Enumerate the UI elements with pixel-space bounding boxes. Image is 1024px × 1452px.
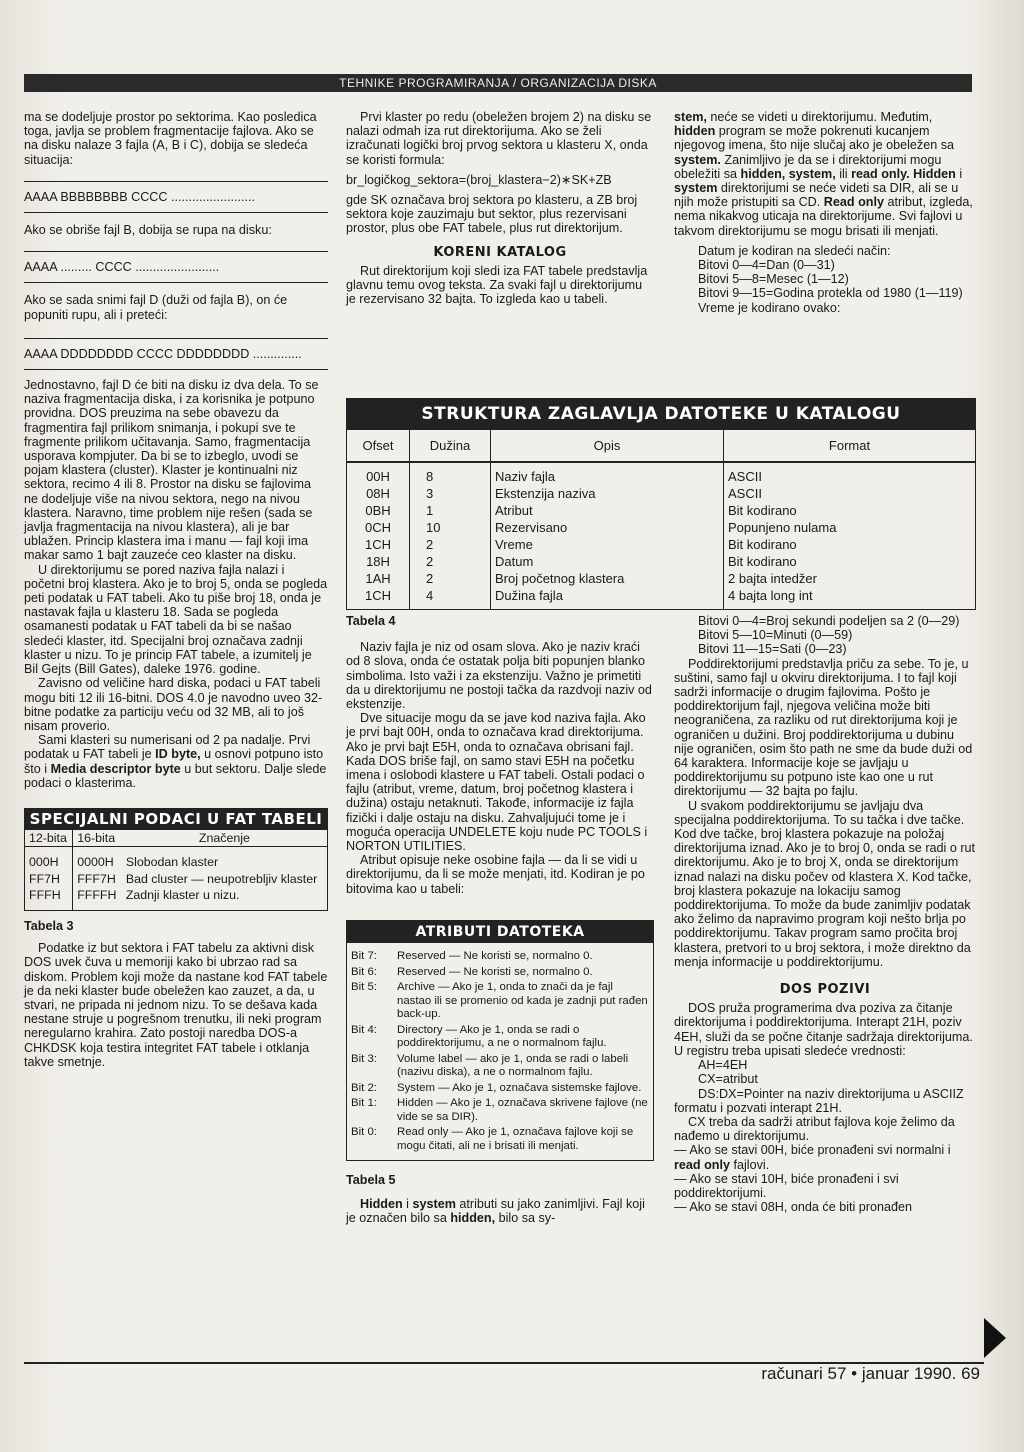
paragraph: Dve situacije mogu da se jave kod naziva fajla. Ako je prvi bajt 00H, onda to označava krad direktorijuma. Ako je prvi bajt E5H, onda to označava obrisani fajl. Kada DOS briše fajl, on samo stavi E5H na početku imena i oslobodi klastere u FAT tabeli. Ostali podaci o fajlu (atribut, vreme, datum, broj početnog klastera i dužina) ostaju netaknuti. Takođe, informacije iz fajla fizički i dalje ostaju na disku. Zahvaljujući tome je i moguća operacija UNDELETE koju nude PC TOOLS i NORTON UTILITIES. (346, 711, 648, 854)
table-header: 16-bita (77, 831, 116, 846)
fat-special-table (24, 808, 328, 911)
table-row: 1CH 4 Dužina fajla 4 bajta long int (347, 587, 976, 610)
table-row: FF7H FFF7H Bad cluster — neupotrebljiv klaster (25, 871, 328, 887)
date-line: Bitovi 0—4=Dan (0—31) (698, 258, 835, 273)
formula: br_logičkog_sektora=(broj_klastera−2)∗SK+ZB (346, 172, 612, 187)
table-row: Bit 4: Directory — Ako je 1, onda se radi o poddirektorijumu, a ne o normalnom fajlu. (351, 1023, 607, 1050)
paragraph: ma se dodeljuje prostor po sektorima. Kao posledica toga, javlja se problem fragmentacije fajlova. Ako se na disku nalaze 3 fajla (A, B i C), dobija se sledeća situacija: (24, 110, 317, 167)
paragraph: stem, neće se videti u direktorijumu. Međutim, hidden program se može pokrenuti kucanjem njegovog imena, što nije slučaj ako je obeležen sa system. Zanimljivo je da se i direktorijumi mogu obeležiti sa hidden, system, ili read only. Hidden i system direktorijumi se neće videti sa DIR, ali se u njih može pristupiti sa CD. Read only atribut, izgleda, nema nikakvog uticaja na direktorijume. Svi fajlovi u takvom direktorijumu se mogu brisati ili menjati. (674, 110, 973, 238)
table-row: 0BH 1 Atribut Bit kodirano (347, 502, 976, 519)
column-3 (674, 110, 976, 315)
column-2 (346, 110, 654, 306)
attributes-table (346, 920, 654, 1161)
table-header: 12-bita (25, 830, 73, 847)
table-row: 08H 3 Ekstenzija naziva ASCII (347, 485, 976, 502)
table-row: 000H 0000H Slobodan klaster (25, 847, 328, 871)
continue-arrow-icon (984, 1318, 1006, 1358)
table-row: Bit 3: Volume label — ako je 1, onda se radi o labeli (nazivu diska), a ne o normalnom fajlu. (351, 1052, 629, 1079)
paragraph: U svakom poddirektorijumu se javljaju dva specijalna poddirektorijuma. To su tačka i dve tačke. Kod dve tačke, broj klastera pokazuje na položaj direktorijuma iznad. Ako je to broj 0, onda se radi o rut direktorijumu. Ako je to broj X, onda se direktorijum iznad nalazi na disku počev od klastera X. Kod tačke, broj klastera pokazuje na lokaciju samog poddirektorijuma. To može da bude zanimljiv podatak ako želimo da napravimo program koji nešto brlja po poddirektorijumu. Takav program samo pročita broj klastera, pretvori to u broj sektora, i može direktno da menja informacije u poddirektorijumu. (674, 798, 976, 969)
column-1 (24, 110, 328, 1069)
paragraph: Jednostavno, fajl D će biti na disku iz dva dela. To se naziva fragmentacija diska, i za korisnika je potpuno providna. DOS preuzima na sebe obavezu da fragmentira fajl prilikom snimanja, i pokupi sve te fragmente prilikom učitavanja. Samo, fragmentacija usporava kompjuter. Da bi se to izbeglo, uvodi se pojam klastera (cluster). Klaster je kontinualni niz sektora, recimo 4 ili 8. Prostor na disku se fajlovima ne dodeljuje više na nivou sektora, nego na nivou klastera. Naravno, time problem nije rešen (sada se javlja fragmentacija na nivou klastera), ali je bar ublažen. Princip klastera ima i manu — fajl koji ima makar samo 1 bajt zauzeće ceo klaster na disku. (24, 378, 319, 563)
table-title: ATRIBUTI DATOTEKA (347, 921, 653, 943)
example-line: AAAA DDDDDDDD CCCC DDDDDDDD .............. (24, 346, 302, 361)
example-line: AAAA ......... CCCC ........................ (24, 260, 220, 275)
register-line: AH=4EH (698, 1058, 748, 1073)
table-row: 1CH 2 Vreme Bit kodirano (347, 536, 976, 553)
time-line: Bitovi 5—10=Minuti (0—59) (698, 628, 853, 643)
paragraph: Podatke iz but sektora i FAT tabelu za aktivni disk DOS uvek čuva u memoriji kako bi ubrzao rad sa diskom. Problem koji može da nastane kod FAT tabele je da neki klaster bude obeležen kao zauzet, a da, u stvari, ne pripada ni jednom nizu. To se dešava kada nestane struje u pogrešnom trenutku, ili neki program neregularno krahira. Zato postoji naredba DOS-a CHKDSK koja testira integritet FAT tabele i otklanja takve smetnje. (24, 941, 328, 1069)
table-row: Bit 2: System — Ako je 1, označava sistemske fajlove. (351, 1081, 642, 1094)
section-header: TEHNIKE PROGRAMIRANJA / ORGANIZACIJA DISKA (24, 74, 972, 92)
time-line: Bitovi 11—15=Sati (0—23) (698, 642, 847, 657)
paragraph: DOS pruža programerima dva poziva za čitanje direktorijuma i poddirektorijuma. Interapt 21H, poziv 4EH, služi da se počne čitanje sadržaja direktorijuma. U registru treba upisati sledeće vrednosti: (674, 1001, 973, 1058)
paragraph: — Ako se stavi 10H, biće pronađeni i svi poddirektorijumi. (674, 1171, 899, 1200)
table-header: Opis (491, 430, 724, 462)
table-row: Bit 5: Archive — Ako je 1, onda to znači da je fajl nastao ili se promenio od kada je zadnji put rađen back-up. (351, 981, 648, 1021)
paragraph: gde SK označava broj sektora po klasteru, a ZB broj sektora koje zauzimaju but sektor, plus rezervisani prostor, plus obe FAT tabele, plus rut direktorijum. (346, 193, 638, 236)
paragraph: Prvi klaster po redu (obeležen brojem 2) na disku se nalazi odmah iza rut direktorijuma. Ako se želi izračunati logički broj prvog sektora u klasteru X, onda se koristi formula: (346, 110, 652, 167)
directory-header-table (346, 398, 976, 610)
section-heading: DOS POZIVI (779, 982, 871, 998)
paragraph: Ako se obriše fajl B, dobija se rupa na disku: (24, 223, 272, 238)
table-header: Ofset (347, 430, 410, 462)
table-caption: Tabela 5 (346, 1173, 396, 1188)
column-2-lower (346, 614, 654, 1226)
paragraph: Zavisno od veličine hard diska, podaci u FAT tabeli mogu biti 12 ili 16-bitni. DOS 4.0 je navodno uveo 32-bitne podatke za particiju veću od 32 MB, ali to još nisam proverio. (24, 676, 323, 733)
table-caption: Tabela 4 (346, 614, 396, 628)
table-row: Bit 7: Reserved — Ne koristi se, normalno 0. (351, 950, 593, 963)
table-header: Format (828, 438, 871, 453)
paragraph: CX treba da sadrži atribut fajlova koje želimo da nađemo u direktorijumu. (674, 1114, 955, 1144)
paragraph: Datum je kodiran na sledeći način: (698, 243, 891, 258)
paragraph: Ako se sada snimi fajl D (duži od fajla B), on će popuniti rupu, ali i preteći: (24, 293, 288, 322)
paragraph: — Ako se stavi 00H, biće pronađeni svi normalni i read only fajlovi. (674, 1143, 951, 1172)
table-caption: Tabela 3 (24, 918, 74, 933)
date-line: Bitovi 5—8=Mesec (1—12) (698, 272, 849, 287)
time-line: Bitovi 0—4=Broj sekundi podeljen sa 2 (0—29) (698, 614, 960, 628)
table-row: Bit 1: Hidden — Ako je 1, označava skrivene fajlove (ne vide se sa DIR). (351, 1097, 648, 1123)
example-line: AAAA BBBBBBBB CCCC ........................ (24, 189, 255, 204)
table-row: Bit 0: Read only — Ako je 1, označava fajlove koji se mogu čitati, ali ne i brisati ili menjati. (351, 1126, 634, 1152)
paragraph: — Ako se stavi 08H, onda će biti pronađen (674, 1200, 913, 1215)
table-row: FFFH FFFFH Zadnji klaster u nizu. (25, 887, 328, 911)
register-line: CX=atribut (698, 1072, 758, 1087)
table-title: SPECIJALNI PODACI U FAT TABELI (24, 808, 328, 830)
table-row: 00H 8 Naziv fajla ASCII (347, 462, 976, 485)
date-line: Bitovi 9—15=Godina protekla od 1980 (1—119) (698, 286, 963, 301)
table-header: Dužina (410, 430, 491, 462)
table-row: 0CH 10 Rezervisano Popunjeno nulama (347, 519, 976, 536)
page-footer: računari 57 • januar 1990. 69 (761, 1364, 980, 1383)
column-3-lower (674, 614, 976, 1214)
table-row: 1AH 2 Broj početnog klastera 2 bajta intedžer (347, 570, 976, 587)
paragraph: Naziv fajla je niz od osam slova. Ako je naziv kraći od 8 slova, onda će ostatak polja biti popunjen blanko simbolima. Isto važi i za ekstenziju. Važno je primetiti da u direktorijumu ne postoji tačka da razdvoji naziv od ekstenzije. (346, 640, 652, 712)
table-row: Bit 6: Reserved — Ne koristi se, normalno 0. (351, 965, 593, 978)
register-line: DS:DX=Pointer na naziv direktorijuma u ASCIIZ formatu i pozvati interapt 21H. (674, 1086, 964, 1115)
paragraph: Sami klasteri su numerisani od 2 pa nadalje. Prvi podatak u FAT tabeli je ID byte, u osnovi potpuno isto što i Media descriptor byte u but sektoru. Dalje slede podaci o klasterima. (24, 733, 327, 790)
section-heading: KORENI KATALOG (433, 244, 567, 260)
paragraph: Atribut opisuje neke osobine fajla — da li se vidi u direktorijumu, da li se može menjati, itd. Kodiran je po bitovima kao u tabeli: (346, 853, 645, 896)
paragraph: Hidden i system atributi su jako zanimljivi. Fajl koji je označen bilo sa hidden, bilo sa sy- (346, 1197, 645, 1226)
table-title: STRUKTURA ZAGLAVLJA DATOTEKE U KATALOGU (346, 398, 976, 430)
paragraph: U direktorijumu se pored naziva fajla nalazi i početni broj klastera. Ako je to broj 5, onda se pogleda peti podatak u FAT tabeli. Ako tu piše broj 18, onda je nastavak fajla u klasteru 18. Sada se pogleda osamanesti podatak u FAT tabeli da bi se našao sledeći klaster, itd. Specijalni broj označava zadnji klaster u nizu. To je princip FAT tabele, a izumitelj je Bil Gejts (Bill Gates), daleke 1976. godine. (24, 562, 328, 677)
table-row: 18H 2 Datum Bit kodirano (347, 553, 976, 570)
paragraph: Poddirektorijumi predstavlja priču za sebe. To je, u suštini, samo fajl u okviru direktorijuma. I to fajl koji sadrži informacije o drugim fajlovima. Pošto je poddirektorijum fajl, njegova veličina može biti neograničena, za razliku od rut direktorijuma koji je ograničen u dužini. Broj poddirektorijuma u dubinu nije ograničen, osim što path ne sme da bude duži od 64 karaktera. Informacije koje se javljaju u poddirektorijumu su potpuno iste kao one u rut direktorijumu — 32 bajta po fajlu. (674, 656, 973, 799)
table-header: Značenje (198, 831, 250, 846)
paragraph: Vreme je kodirano ovako: (698, 300, 841, 315)
paragraph: Rut direktorijum koji sledi iza FAT tabele predstavlja glavnu temu ovog teksta. Za svaki fajl u direktorijumu je rezervisano 32 bajta. To izgleda kao u tabeli. (346, 263, 648, 307)
